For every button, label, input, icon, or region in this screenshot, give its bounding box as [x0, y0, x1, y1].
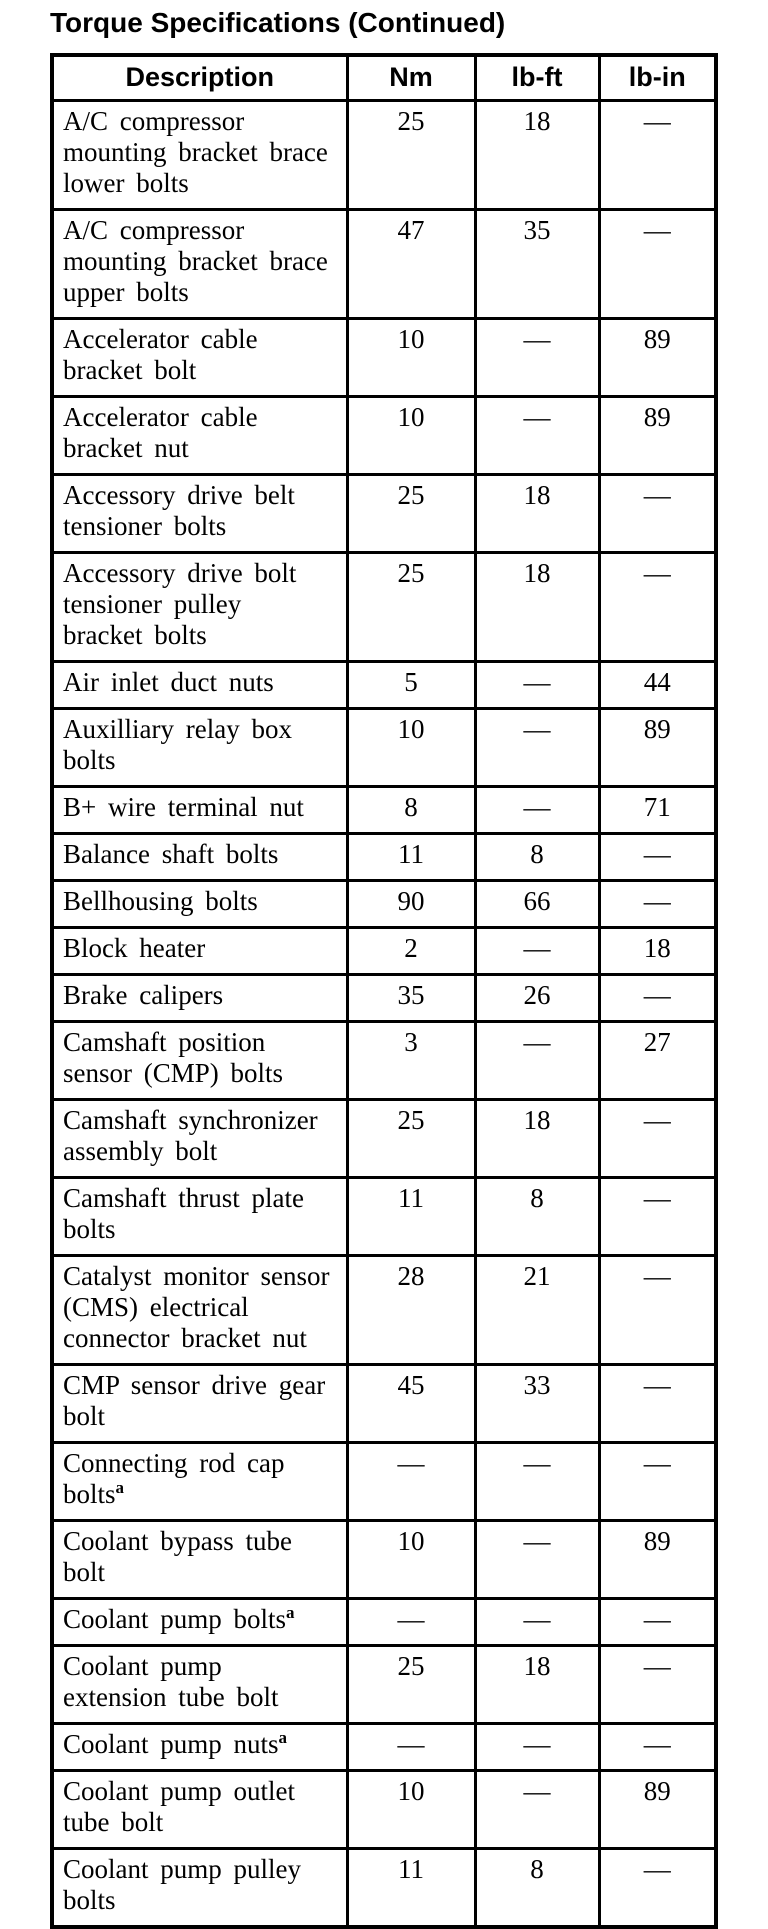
lb-in-value-cell: 89	[599, 709, 716, 787]
description-cell: Coolant pump extension tube bolt	[52, 1646, 347, 1724]
nm-value-cell: 25	[347, 101, 475, 210]
table-row	[52, 1443, 716, 1521]
lb-in-value-cell: —	[599, 1100, 716, 1178]
description-cell: Connecting rod cap bolts$^a$	[52, 1443, 347, 1521]
lb-in-value-cell: —	[599, 1256, 716, 1365]
lb-ft-value-cell: 21	[475, 1256, 599, 1365]
lb-in-value-cell: 89	[599, 1771, 716, 1849]
nm-value-cell: 11	[347, 1178, 475, 1256]
table-row	[52, 787, 716, 834]
lb-in-value-cell: —	[599, 1365, 716, 1443]
table-row	[52, 1022, 716, 1100]
table-row	[52, 553, 716, 662]
description-cell: Air inlet duct nuts	[52, 662, 347, 709]
lb-in-value-cell: —	[599, 1443, 716, 1521]
nm-value-cell: 10	[347, 1771, 475, 1849]
lb-in-value-cell: 89	[599, 397, 716, 475]
table-row	[52, 101, 716, 210]
lb-in-value-cell: —	[599, 1724, 716, 1771]
nm-value-cell: 3	[347, 1022, 475, 1100]
table-row	[52, 928, 716, 975]
torque-table-body	[52, 101, 716, 1928]
nm-value-cell: 25	[347, 1100, 475, 1178]
description-cell: Camshaft synchronizer assembly bolt	[52, 1100, 347, 1178]
lb-ft-value-cell: 18	[475, 475, 599, 553]
footnote-marker: a	[278, 1728, 288, 1747]
nm-value-cell: —	[347, 1724, 475, 1771]
lb-ft-value-cell: 18	[475, 1646, 599, 1724]
nm-value-cell: 5	[347, 662, 475, 709]
description-cell: Bellhousing bolts	[52, 881, 347, 928]
description-cell: Coolant pump outlet tube bolt	[52, 1771, 347, 1849]
lb-in-value-cell: —	[599, 1599, 716, 1646]
description-cell: B+ wire terminal nut	[52, 787, 347, 834]
lb-ft-value-cell: —	[475, 1771, 599, 1849]
table-row	[52, 210, 716, 319]
torque-specifications-table	[50, 53, 718, 1929]
nm-value-cell: 11	[347, 1849, 475, 1928]
table-row	[52, 319, 716, 397]
lb-in-value-cell: —	[599, 1646, 716, 1724]
nm-value-cell: 25	[347, 553, 475, 662]
nm-value-cell: 28	[347, 1256, 475, 1365]
lb-ft-value-cell: 8	[475, 1849, 599, 1928]
header-lb-ft: lb-ft	[475, 55, 599, 101]
nm-value-cell: 8	[347, 787, 475, 834]
lb-ft-value-cell: 18	[475, 101, 599, 210]
lb-ft-value-cell: —	[475, 319, 599, 397]
description-cell: Brake calipers	[52, 975, 347, 1022]
lb-ft-value-cell: 33	[475, 1365, 599, 1443]
table-row	[52, 1771, 716, 1849]
table-row	[52, 881, 716, 928]
table-row	[52, 662, 716, 709]
lb-ft-value-cell: —	[475, 1521, 599, 1599]
lb-in-value-cell: —	[599, 1849, 716, 1928]
lb-in-value-cell: 18	[599, 928, 716, 975]
footnote-marker: a	[115, 1478, 125, 1497]
lb-ft-value-cell: 8	[475, 834, 599, 881]
table-row	[52, 1256, 716, 1365]
nm-value-cell: 11	[347, 834, 475, 881]
lb-in-value-cell: —	[599, 834, 716, 881]
lb-in-value-cell: 89	[599, 1521, 716, 1599]
description-cell: Auxilliary relay box bolts	[52, 709, 347, 787]
header-nm: Nm	[347, 55, 475, 101]
description-cell: Coolant pump pulley bolts	[52, 1849, 347, 1928]
header-lb-in: lb-in	[599, 55, 716, 101]
lb-ft-value-cell: —	[475, 787, 599, 834]
nm-value-cell: —	[347, 1443, 475, 1521]
nm-value-cell: 10	[347, 709, 475, 787]
page-title: Torque Specifications (Continued)	[50, 7, 506, 38]
table-row	[52, 1724, 716, 1771]
lb-ft-value-cell: 8	[475, 1178, 599, 1256]
description-cell: Coolant pump bolts$^a$	[52, 1599, 347, 1646]
lb-in-value-cell: 44	[599, 662, 716, 709]
table-row	[52, 834, 716, 881]
lb-ft-value-cell: —	[475, 1443, 599, 1521]
header-row	[52, 55, 716, 101]
lb-ft-value-cell: —	[475, 1724, 599, 1771]
lb-in-value-cell: —	[599, 975, 716, 1022]
lb-in-value-cell: —	[599, 210, 716, 319]
lb-ft-value-cell: 18	[475, 1100, 599, 1178]
lb-ft-value-cell: —	[475, 1599, 599, 1646]
nm-value-cell: 45	[347, 1365, 475, 1443]
lb-ft-value-cell: —	[475, 397, 599, 475]
nm-value-cell: 47	[347, 210, 475, 319]
description-cell: Catalyst monitor sensor (CMS) electrical connector bracket nut	[52, 1256, 347, 1365]
lb-in-value-cell: 89	[599, 319, 716, 397]
lb-in-value-cell: 27	[599, 1022, 716, 1100]
lb-in-value-cell: 71	[599, 787, 716, 834]
nm-value-cell: 90	[347, 881, 475, 928]
lb-in-value-cell: —	[599, 475, 716, 553]
nm-value-cell: 10	[347, 319, 475, 397]
lb-in-value-cell: —	[599, 1178, 716, 1256]
lb-in-value-cell: —	[599, 101, 716, 210]
table-row	[52, 1849, 716, 1928]
table-row	[52, 709, 716, 787]
description-cell: A/C compressor mounting bracket brace lower bolts	[52, 101, 347, 210]
description-cell: Accelerator cable bracket bolt	[52, 319, 347, 397]
lb-in-value-cell: —	[599, 881, 716, 928]
description-cell: Block heater	[52, 928, 347, 975]
table-row	[52, 1178, 716, 1256]
lb-ft-value-cell: —	[475, 709, 599, 787]
description-cell: Camshaft thrust plate bolts	[52, 1178, 347, 1256]
lb-ft-value-cell: 66	[475, 881, 599, 928]
footnote-marker: a	[286, 1603, 295, 1622]
description-cell: Accessory drive bolt tensioner pulley bracket bolts	[52, 553, 347, 662]
nm-value-cell: 2	[347, 928, 475, 975]
nm-value-cell: 25	[347, 475, 475, 553]
description-cell: Camshaft position sensor (CMP) bolts	[52, 1022, 347, 1100]
lb-ft-value-cell: 26	[475, 975, 599, 1022]
table-row	[52, 1646, 716, 1724]
lb-ft-value-cell: —	[475, 662, 599, 709]
table-row	[52, 1521, 716, 1599]
lb-ft-value-cell: 18	[475, 553, 599, 662]
lb-ft-value-cell: —	[475, 928, 599, 975]
lb-in-value-cell: —	[599, 553, 716, 662]
table-row	[52, 397, 716, 475]
description-cell: Coolant bypass tube bolt	[52, 1521, 347, 1599]
description-cell: A/C compressor mounting bracket brace upper bolts	[52, 210, 347, 319]
nm-value-cell: 10	[347, 397, 475, 475]
table-row	[52, 975, 716, 1022]
description-cell: Balance shaft bolts	[52, 834, 347, 881]
nm-value-cell: 35	[347, 975, 475, 1022]
table-row	[52, 1599, 716, 1646]
table-row	[52, 1365, 716, 1443]
description-cell: Coolant pump nuts$^a$	[52, 1724, 347, 1771]
nm-value-cell: 25	[347, 1646, 475, 1724]
table-row	[52, 475, 716, 553]
lb-ft-value-cell: —	[475, 1022, 599, 1100]
description-cell: Accessory drive belt tensioner bolts	[52, 475, 347, 553]
header-description: Description	[52, 55, 347, 101]
description-cell: Accelerator cable bracket nut	[52, 397, 347, 475]
lb-ft-value-cell: 35	[475, 210, 599, 319]
table-row	[52, 1100, 716, 1178]
description-cell: CMP sensor drive gear bolt	[52, 1365, 347, 1443]
nm-value-cell: —	[347, 1599, 475, 1646]
table-header	[52, 55, 716, 101]
nm-value-cell: 10	[347, 1521, 475, 1599]
